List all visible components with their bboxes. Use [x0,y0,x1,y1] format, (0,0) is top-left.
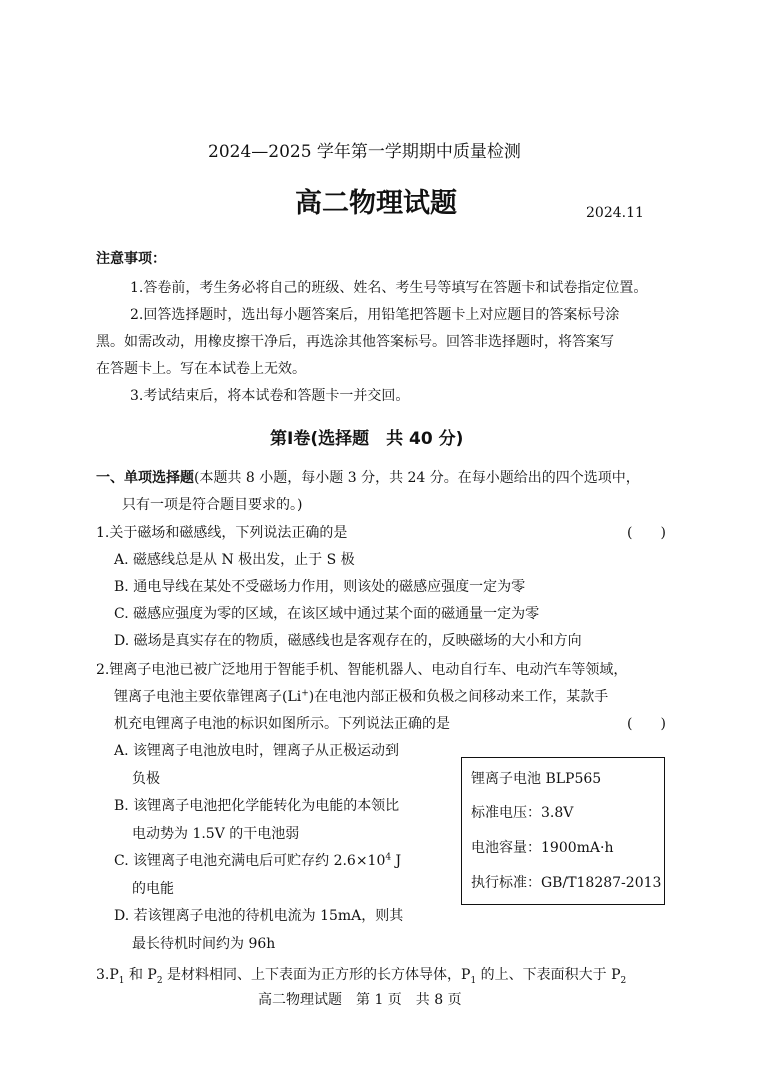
q2-option-c-a: C. 该锂离子电池充满电后可贮存约 2.6×10 [114,853,386,869]
notice-item-3: 3.考试结束后，将本试卷和答题卡一并交回。 [130,388,410,404]
q2-ion-charge: + [301,688,309,699]
notice-item-2-cont: 黑。如需改动，用橡皮擦干净后，再选涂其他答案标号。回答非选择题时，将答案写 [96,334,614,350]
q1-option-a: A. 磁感线总是从 N 极出发，止于 S 极 [114,552,355,568]
section-title: 第Ⅰ卷(选择题 共 40 分) [270,429,464,449]
q2-option-b-cont: 电动势为 1.5V 的干电池弱 [132,826,300,842]
q2-option-a: A. 该锂离子电池放电时，锂离子从正极运动到 [114,743,400,759]
notice-item-2-cont2: 在答题卡上。写在本试卷上无效。 [96,361,306,377]
notice-heading: 注意事项： [96,251,166,267]
q3-sub-4: 2 [620,975,627,986]
battery-model: 锂离子电池 BLP565 [471,771,602,787]
q3-text-b: 和 P [124,967,157,983]
page-footer: 高二物理试题 第 1 页 共 8 页 [258,992,462,1008]
q2-answer-bracket: ( ) [627,716,666,732]
q3-sub-2: 2 [156,975,163,986]
subject-title: 高二物理试题 [295,188,457,219]
q3-sub-1: 1 [118,975,125,986]
q3-stem [96,966,626,984]
part-description-cont: 只有一项是符合题目要求的。) [122,497,303,513]
q2-option-d-cont: 最长待机时间约为 96h [132,936,276,952]
q2-stem-line2 [114,688,608,706]
q2-option-c-unit: J [391,853,402,869]
exam-title: 2024—2025 学年第一学期期中质量检测 [208,142,521,162]
part-description: (本题共 8 小题，每小题 3 分，共 24 分。在每小题给出的四个选项中， [194,470,640,486]
battery-label-box [461,757,665,905]
q2-stem-line3: 机充电锂离子电池的标识如图所示。下列说法正确的是 [114,716,450,732]
q3-text-c: 是材料相同、上下表面为正方形的长方体导体，P [162,967,471,983]
q2-stem-line1: 2.锂离子电池已被广泛地用于智能手机、智能机器人、电动自行车、电动汽车等领域， [96,662,628,678]
q2-option-c [114,852,401,870]
notice-item-1: 1.答卷前，考生务必将自己的班级、姓名、考生号等填写在答题卡和试卷指定位置。 [130,280,648,296]
q2-option-c-cont: 的电能 [132,881,174,897]
q2-option-d: D. 若该锂离子电池的待机电流为 15mA，则其 [114,908,404,924]
q3-text-a: 3.P [96,967,119,983]
q1-answer-bracket: ( ) [627,525,666,541]
battery-voltage: 标准电压：3.8V [471,805,574,821]
notice-item-2: 2.回答选择题时，选出每小题答案后，用铅笔把答题卡上对应题目的答案标号涂 [130,307,620,323]
q1-option-b: B. 通电导线在某处不受磁场力作用，则该处的磁感应强度一定为零 [114,579,526,595]
battery-standard: 执行标准：GB/T18287-2013 [471,875,662,891]
q1-stem: 1.关于磁场和磁感线，下列说法正确的是 [96,525,348,541]
q2-stem-line2-b: )在电池内部正极和负极之间移动来工作，某款手 [308,689,609,705]
battery-capacity: 电池容量：1900mA·h [471,840,614,856]
q3-sub-3: 1 [470,975,477,986]
part-heading: 一、单项选择题 [96,470,194,486]
q2-option-b: B. 该锂离子电池把化学能转化为电能的本领比 [114,798,400,814]
q1-option-c: C. 磁感应强度为零的区域，在该区域中通过某个面的磁通量一定为零 [114,606,540,622]
exam-date: 2024.11 [586,205,644,221]
q2-option-c-exponent: 4 [385,852,392,863]
q3-text-d: 的上、下表面积大于 P [476,967,621,983]
q2-option-a-cont: 负极 [132,771,160,787]
q2-stem-line2-a: 锂离子电池主要依靠锂离子(Li [114,689,302,705]
q1-option-d: D. 磁场是真实存在的物质，磁感线也是客观存在的，反映磁场的大小和方向 [114,633,582,649]
part-heading-line [96,469,640,487]
